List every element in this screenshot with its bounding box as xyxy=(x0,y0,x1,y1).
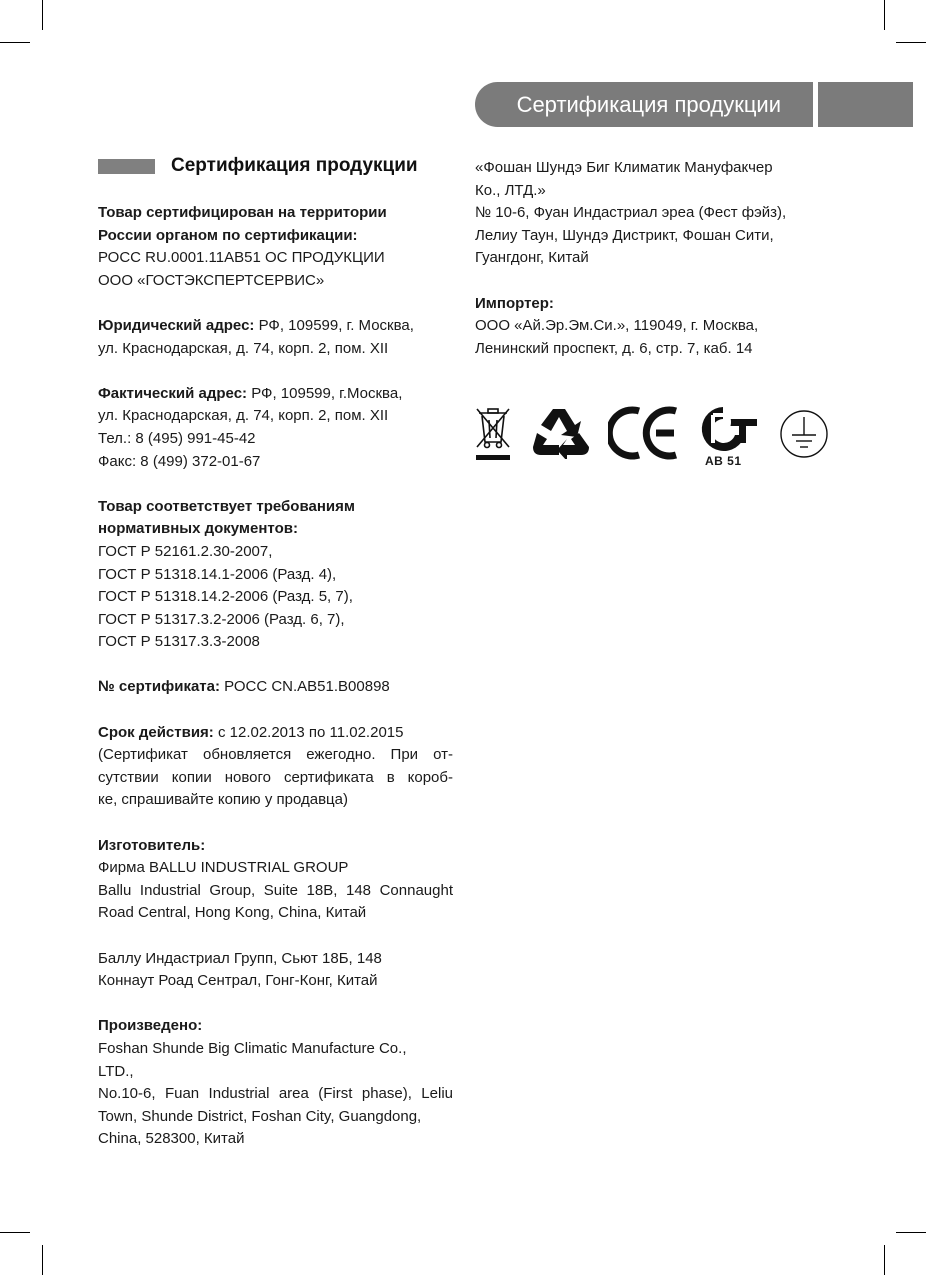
standard-item: ГОСТ Р 51317.3.3-2008 xyxy=(98,633,260,651)
left-column xyxy=(98,202,453,1174)
manufacturer-line: Road Central, Hong Kong, China, Китай xyxy=(98,904,367,922)
validity-block xyxy=(98,722,453,812)
header-tab-title: Сертификация продукции xyxy=(475,82,813,127)
manufacturer-label: Изготовитель: xyxy=(98,836,206,854)
legal-address-block xyxy=(98,315,453,360)
phone-line: Тел.: 8 (495) 991-45-42 xyxy=(98,429,256,447)
produced-line: LTD., xyxy=(98,1062,134,1080)
legal-address-value: РФ, 109599, г. Москва, xyxy=(254,316,414,334)
legal-address-label: Юридический адрес: xyxy=(98,316,255,334)
producer-ru-line: Ко., ЛТД.» xyxy=(475,181,546,199)
certification-icons xyxy=(475,405,835,468)
ground-symbol-icon xyxy=(779,409,829,459)
cert-body-line: РОСС RU.0001.11АВ51 ОС ПРОДУКЦИИ xyxy=(98,249,385,267)
validity-note-line: (Сертификат обновляется ежегодно. При от- xyxy=(98,746,453,764)
produced-line: Foshan Shunde Big Climatic Manufacture Co., xyxy=(98,1039,407,1057)
standards-label: Товар соответствует требованиям xyxy=(98,497,355,515)
importer-line: Ленинский проспект, д. 6, стр. 7, каб. 14 xyxy=(475,339,753,357)
certificate-block xyxy=(98,676,453,699)
produced-label: Произведено: xyxy=(98,1017,203,1035)
recycle-icon xyxy=(531,405,591,459)
actual-address-value: РФ, 109599, г.Москва, xyxy=(247,384,403,402)
standards-label: нормативных документов: xyxy=(98,520,298,538)
crop-mark xyxy=(0,42,30,43)
right-column xyxy=(475,157,825,383)
ce-mark-icon xyxy=(608,405,680,461)
crop-mark xyxy=(884,1245,885,1275)
actual-address-value: ул. Краснодарская, д. 74, корп. 2, пом. XII xyxy=(98,407,389,425)
manufacturer-line: Ballu Industrial Group, Suite 18B, 148 Connaught xyxy=(98,881,453,899)
importer-block xyxy=(475,293,825,361)
legal-address-value: ул. Краснодарская, д. 74, корп. 2, пом. XII xyxy=(98,339,389,357)
cert-body-label: Товар сертифицирован на территории xyxy=(98,204,387,221)
standard-item: ГОСТ Р 52161.2.30-2007, xyxy=(98,542,273,560)
cert-body-line: ООО «ГОСТЭКСПЕРТСЕРВИС» xyxy=(98,271,325,289)
crossed-out-wheelie-bin-icon xyxy=(475,407,511,461)
standard-item: ГОСТ Р 51318.14.1-2006 (Разд. 4), xyxy=(98,565,337,583)
crop-mark xyxy=(42,1245,43,1275)
certificate-label: № сертификата: xyxy=(98,678,220,696)
manufacturer-block xyxy=(98,835,453,925)
certificate-value: РОСС CN.АВ51.В00898 xyxy=(220,678,390,696)
producer-ru-line: № 10-6, Фуан Индастриал эреа (Фест фэйз), xyxy=(475,204,787,222)
manufacturer-ru-block xyxy=(98,948,453,993)
validity-label: Срок действия: xyxy=(98,723,214,741)
crop-mark xyxy=(896,1232,926,1233)
section-title: Сертификация продукции xyxy=(171,155,418,176)
produced-block xyxy=(98,1015,453,1151)
produced-line: China, 528300, Китай xyxy=(98,1130,245,1148)
heading-bar xyxy=(98,159,155,174)
header-block xyxy=(818,82,913,127)
produced-line: Town, Shunde District, Foshan City, Guangdong, xyxy=(98,1107,422,1125)
validity-value: с 12.02.2013 по 11.02.2015 xyxy=(213,723,404,741)
standard-item: ГОСТ Р 51318.14.2-2006 (Разд. 5, 7), xyxy=(98,588,353,606)
producer-ru-line: «Фошан Шундэ Биг Климатик Мануфакчер xyxy=(475,159,773,176)
manufacturer-ru-line: Коннаут Роад Сентрал, Гонг-Конг, Китай xyxy=(98,972,378,990)
crop-mark xyxy=(884,0,885,30)
rst-code: АВ 51 xyxy=(705,454,742,468)
producer-ru-line: Лелиу Таун, Шундэ Дистрикт, Фошан Сити, xyxy=(475,226,774,244)
importer-label: Импортер: xyxy=(475,294,554,312)
standards-block xyxy=(98,496,453,654)
section-heading xyxy=(98,153,418,179)
manufacturer-ru-line: Баллу Индастриал Групп, Сьют 18Б, 148 xyxy=(98,949,382,967)
validity-note-line: сутствии копии нового сертификата в короб- xyxy=(98,768,453,786)
importer-line: ООО «Ай.Эр.Эм.Си.», 119049, г. Москва, xyxy=(475,317,759,335)
fax-line: Факс: 8 (499) 372-01-67 xyxy=(98,452,261,470)
crop-mark xyxy=(896,42,926,43)
manufacturer-line: Фирма BALLU INDUSTRIAL GROUP xyxy=(98,859,349,877)
actual-address-block xyxy=(98,383,453,473)
cert-body-block xyxy=(98,202,453,292)
crop-mark xyxy=(42,0,43,30)
crop-mark xyxy=(0,1232,30,1233)
actual-address-label: Фактический адрес: xyxy=(98,384,248,402)
validity-note-line: ке, спрашивайте копию у продавца) xyxy=(98,791,348,809)
produced-line: No.10-6, Fuan Industrial area (First phase), Leliu xyxy=(98,1085,453,1103)
standard-item: ГОСТ Р 51317.3.2-2006 (Разд. 6, 7), xyxy=(98,610,345,628)
producer-ru-line: Гуангдонг, Китай xyxy=(475,249,589,267)
producer-ru-block xyxy=(475,157,825,270)
cert-body-label: России органом по сертификации: xyxy=(98,226,358,244)
